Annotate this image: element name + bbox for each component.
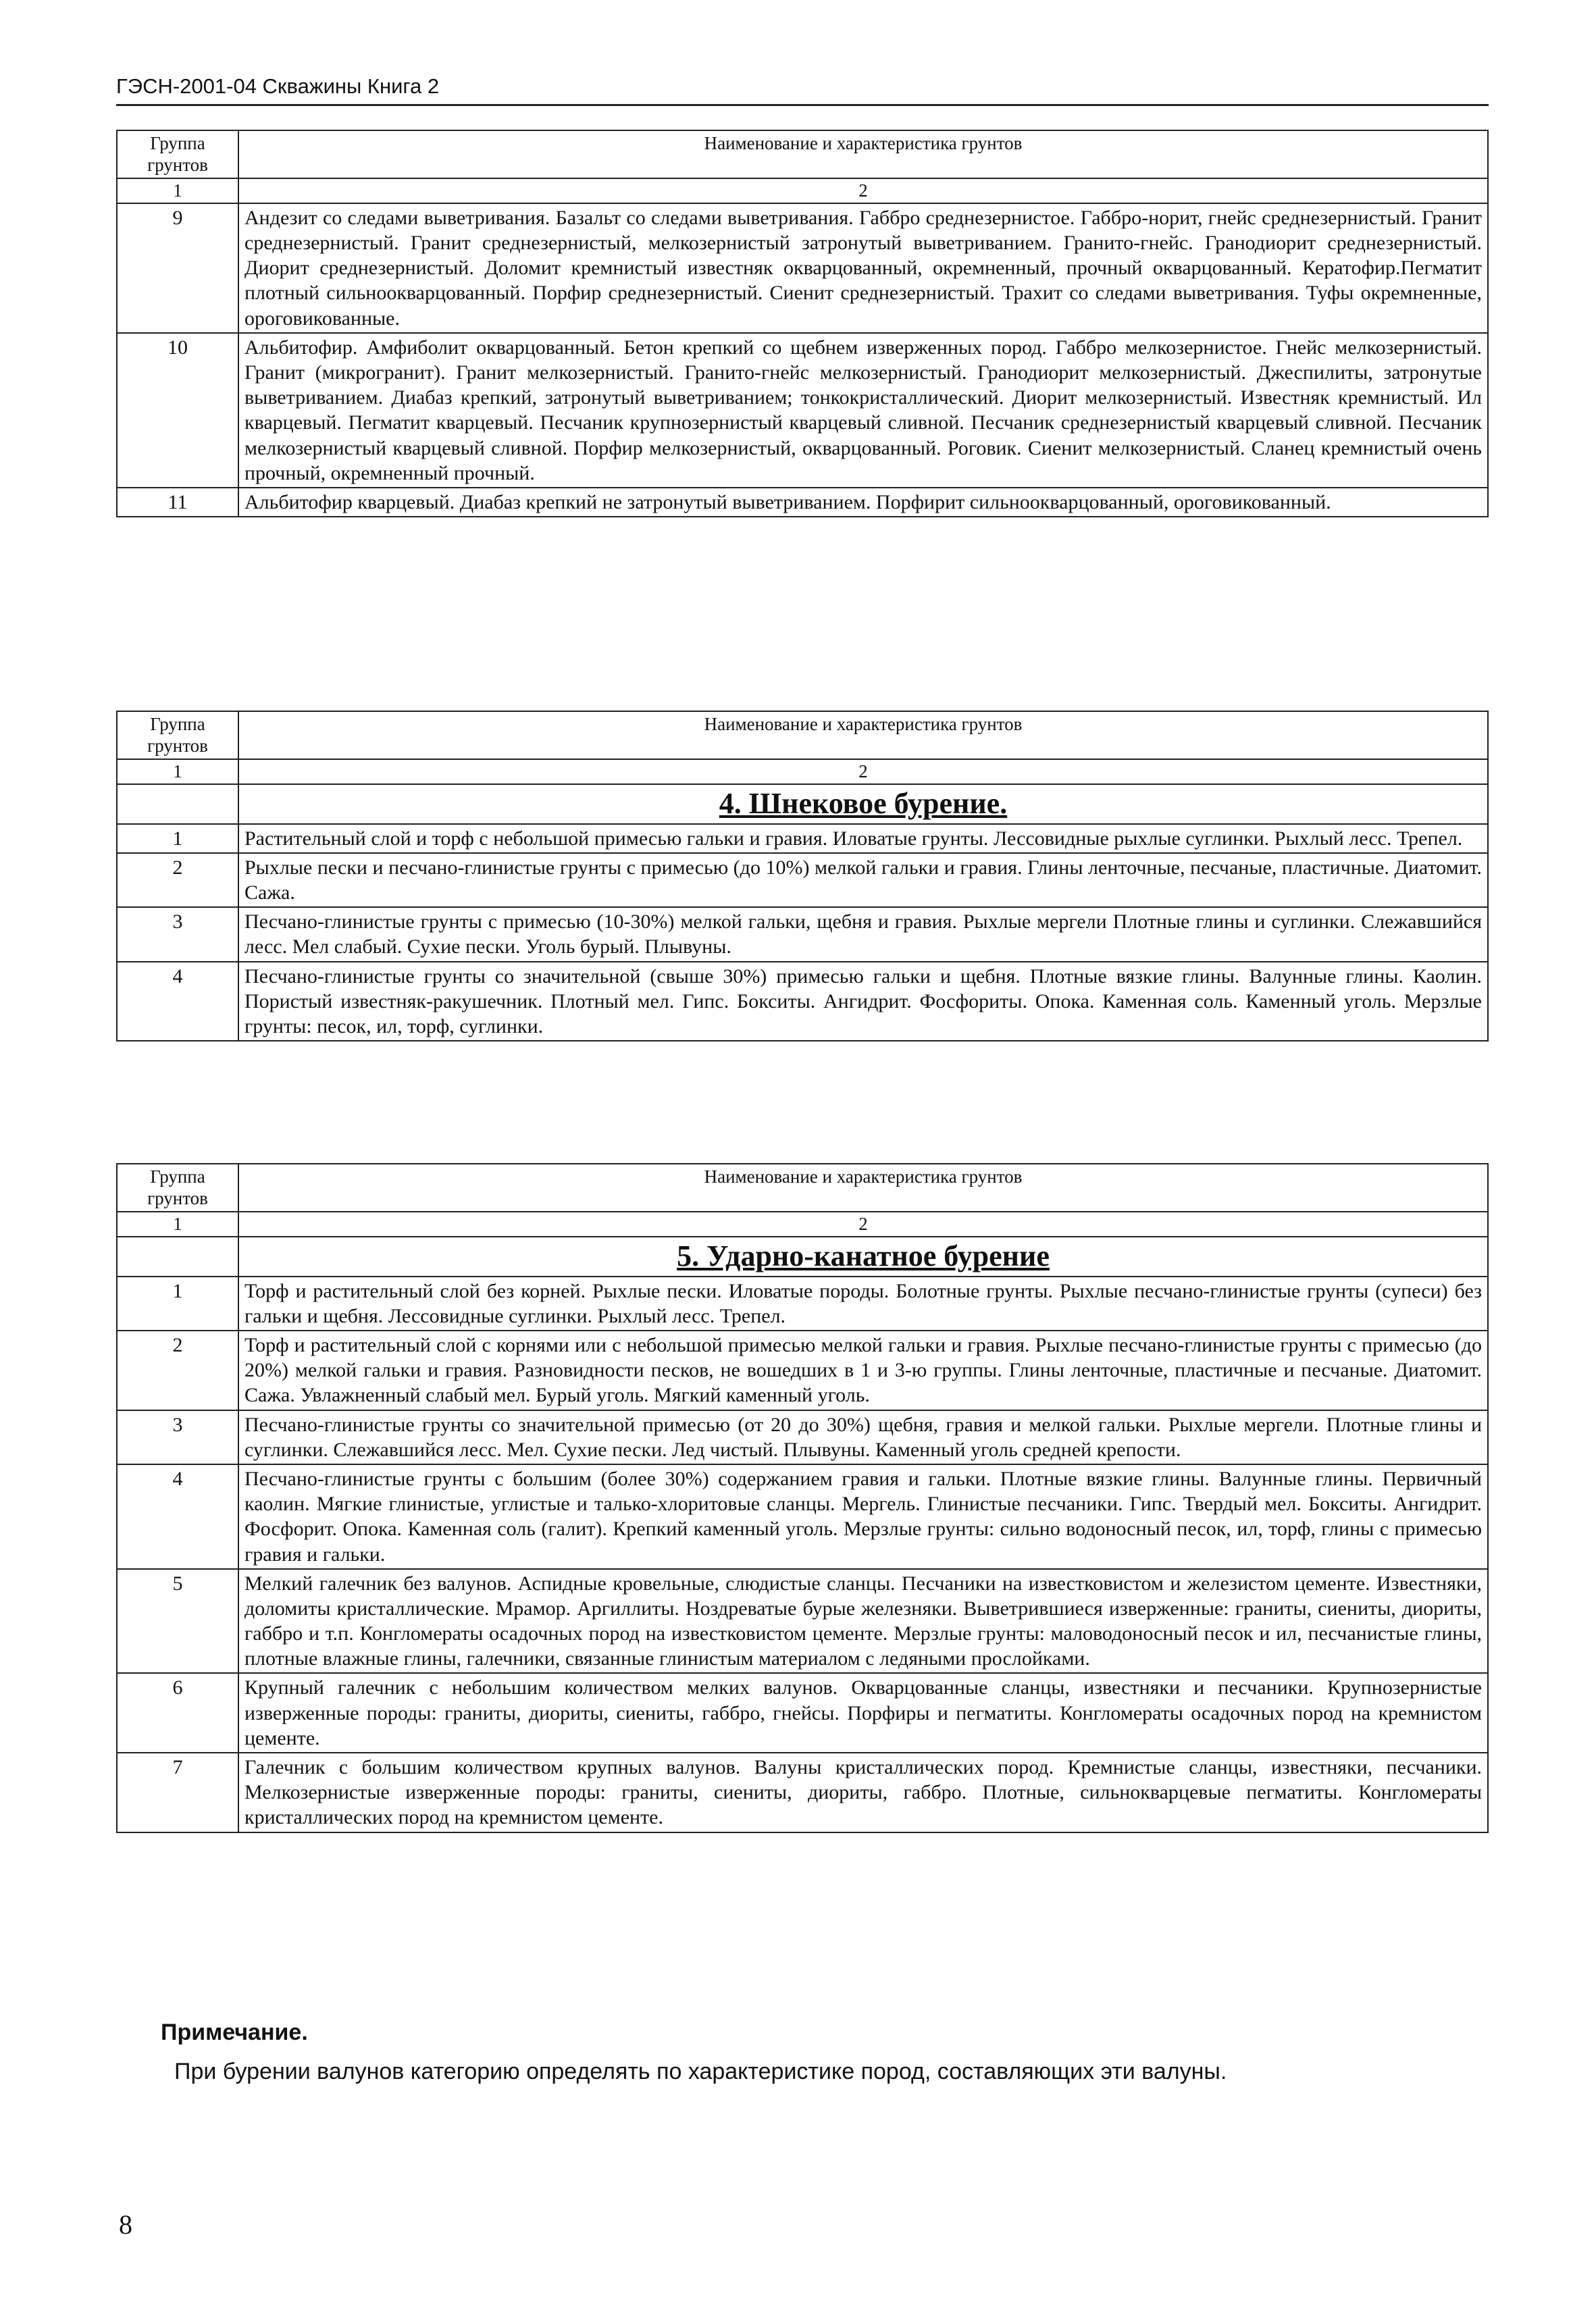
section-title-row [117,784,1488,824]
section-title-spacer [117,1237,238,1277]
name-column-header: Наименование и характеристика грунтов [238,130,1488,178]
column-number-1: 1 [117,178,238,203]
soil-description: Песчано-глинистые грунты со значительной примесью (от 20 до 30%) щебня, гравия и мелкой гальки. Рыхлые мергели. Плотные глины и суглинки. Слежавшийся лесс. Мел. Сухие пески. Лед чистый. Плывуны. Каменный уголь средней крепости. [238,1410,1488,1464]
soil-description: Песчано-глинистые грунты со значительной (свыше 30%) примесью гальки и щебня. Плотные вязкие глины. Валунные глины. Каолин. Пористый известняк-ракушечник. Плотный мел. Гипс. Бокситы. Ангидрит. Фосфориты. Опока. Каменная соль. Каменный уголь. Мерзлые грунты: песок, ил, торф, суглинки. [238,962,1488,1042]
name-column-header: Наименование и характеристика грунтов [238,711,1488,759]
note-text: При бурении валунов категорию определять по характеристике пород, составляющих эти валуны. [174,2059,1227,2084]
soil-description: Альбитофир. Амфиболит окварцованный. Бетон крепкий со щебнем изверженных пород. Габбро мелкозернистое. Гнейс мелкозернистый. Гранит (микрогранит). Гранит мелкозернистый. Гранито-гнейс мелкозернистый. Гранодиорит мелкозернистый. Джеспилиты, затронутые выветриванием. Диабаз крепкий, затронутый выветриванием; тонкокристаллический. Диорит мелкозернистый. Известняк кремнистый. Ил кварцевый. Пегматит кварцевый. Песчаник крупнозернистый кварцевый сливной. Песчаник среднезернистый кварцевый сливной. Песчаник мелкозернистый кварцевый сливной. Порфир мелкозернистый, окварцованный. Роговик. Сиенит мелкозернистый. Сланец кремнистый очень прочный, окремненный прочный. [238,333,1488,488]
soil-description: Альбитофир кварцевый. Диабаз крепкий не затронутый выветриванием. Порфирит сильноокварцованный, ороговикованный. [238,488,1488,517]
table-row [117,488,1488,517]
soil-description: Галечник с большим количеством крупных валунов. Валуны кристаллических пород. Кремнистые сланцы, известняки, песчаники. Мелкозернистые изверженные породы: граниты, сиениты, диориты, габбро. Плотные, сильнокварцевые пегматиты. Конгломераты кристаллических пород на кремнистом цементе. [238,1753,1488,1832]
column-number-2: 2 [238,1212,1488,1237]
table-row [117,1673,1488,1753]
table-row [117,203,1488,333]
table-row [117,853,1488,907]
column-number-row [117,178,1488,203]
table-row [117,824,1488,853]
table-header-row [117,1164,1488,1212]
group-number: 9 [117,203,238,333]
soil-description: Андезит со следами выветривания. Базальт со следами выветривания. Габбро среднезернистое. Габбро-норит, гнейс среднезернистый. Гранит среднезернистый. Гранит среднезернистый, мелкозернистый затронутый выветриванием. Гранито-гнейс. Гранодиорит среднезернистый. Диорит среднезернистый. Доломит кремнистый известняк окварцованный, окремненный, прочный окварцованный. Кератофир.Пегматит плотный сильноокварцованный. Порфир среднезернистый. Сиенит среднезернистый. Трахит со следами выветривания. Туфы окремненные, ороговикованные. [238,203,1488,333]
group-number: 5 [117,1569,238,1674]
table-row [117,962,1488,1042]
table-row [117,1410,1488,1464]
soil-description: Растительный слой и торф с небольшой примесью гальки и гравия. Иловатые грунты. Лессовидные рыхлые суглинки. Рыхлый лесс. Трепел. [238,824,1488,853]
table-row [117,1331,1488,1410]
table-row [117,1464,1488,1569]
table-row [117,333,1488,488]
soil-description: Рыхлые пески и песчано-глинистые грунты с примесью (до 10%) мелкой гальки и гравия. Глины ленточные, песчаные, пластичные. Диатомит. Сажа. [238,853,1488,907]
section-title: 4. Шнековое бурение. [238,784,1488,824]
soil-description: Мелкий галечник без валунов. Аспидные кровельные, слюдистые сланцы. Песчаники на известковистом и железистом цементе. Известняки, доломиты кристаллические. Мрамор. Аргиллиты. Ноздреватые бурые железняки. Выветрившиеся изверженные: граниты, сиениты, диориты, габбро и т.п. Конгломераты осадочных пород на известковистом цементе. Мерзлые грунты: маловодоносный песок и ил, песчанистые глины, плотные влажные глины, галечники, связанные глинистым материалом с ледяными прослойками. [238,1569,1488,1674]
group-number: 7 [117,1753,238,1832]
column-number-2: 2 [238,178,1488,203]
group-column-header: Группа грунтов [117,711,238,759]
soil-description: Торф и растительный слой с корнями или с небольшой примесью мелкой гальки и гравия. Рыхлые песчано-глинистые грунты с примесью (до 20%) мелкой гальки и гравия. Разновидности песков, не вошедших в 1 и 3-ю группы. Глины ленточные, пластичные и песчаные. Диатомит. Сажа. Увлажненный слабый мел. Бурый уголь. Мягкий каменный уголь. [238,1331,1488,1410]
table-row [117,1753,1488,1832]
group-number: 1 [117,1277,238,1331]
page-number: 8 [119,2209,132,2240]
auger-drilling-table [116,711,1489,1042]
column-number-row [117,759,1488,784]
group-number: 6 [117,1673,238,1753]
group-number: 4 [117,1464,238,1569]
soil-description: Крупный галечник с небольшим количеством мелких валунов. Окварцованные сланцы, известняки и песчаники. Крупнозернистые изверженные породы: граниты, диориты, сиениты, габбро, гнейсы. Порфиры и пегматиты. Конгломераты осадочных пород на кремнистом цементе. [238,1673,1488,1753]
group-number: 11 [117,488,238,517]
name-column-header: Наименование и характеристика грунтов [238,1164,1488,1212]
section-title-row [117,1237,1488,1277]
column-number-1: 1 [117,1212,238,1237]
column-number-1: 1 [117,759,238,784]
group-number: 4 [117,962,238,1042]
table-header-row [117,711,1488,759]
section-title: 5. Ударно-канатное бурение [238,1237,1488,1277]
group-number: 2 [117,1331,238,1410]
document-header: ГЭСН-2001-04 Скважины Книга 2 [116,73,1489,106]
group-number: 10 [117,333,238,488]
note-title: Примечание. [161,2020,308,2045]
cable-tool-drilling-table [116,1163,1489,1833]
section-title-spacer [117,784,238,824]
soil-description: Песчано-глинистые грунты с большим (более 30%) содержанием гравия и гальки. Плотные вязкие глины. Валунные глины. Первичный каолин. Мягкие глинистые, углистые и талько-хлоритовые сланцы. Мергель. Глинистые песчаники. Гипс. Твердый мел. Бокситы. Ангидрит. Фосфорит. Опока. Каменная соль (галит). Крепкий каменный уголь. Мерзлые грунты: сильно водоносный песок, ил, торф, глины с примесью гравия и гальки. [238,1464,1488,1569]
table-header-row [117,130,1488,178]
soil-table-continued [116,130,1489,517]
group-number: 3 [117,1410,238,1464]
group-number: 1 [117,824,238,853]
group-number: 2 [117,853,238,907]
group-number: 3 [117,907,238,961]
column-number-row [117,1212,1488,1237]
group-column-header: Группа грунтов [117,130,238,178]
soil-description: Песчано-глинистые грунты с примесью (10-30%) мелкой гальки, щебня и гравия. Рыхлые мергели Плотные глины и суглинки. Слежавшийся лесс. Мел слабый. Сухие пески. Уголь бурый. Плывуны. [238,907,1488,961]
column-number-2: 2 [238,759,1488,784]
table-row [117,1569,1488,1674]
group-column-header: Группа грунтов [117,1164,238,1212]
table-row [117,907,1488,961]
table-row [117,1277,1488,1331]
soil-description: Торф и растительный слой без корней. Рыхлые пески. Иловатые породы. Болотные грунты. Рыхлые песчано-глинистые грунты (супеси) без гальки и щебня. Лессовидные суглинки. Рыхлый лесс. Трепел. [238,1277,1488,1331]
